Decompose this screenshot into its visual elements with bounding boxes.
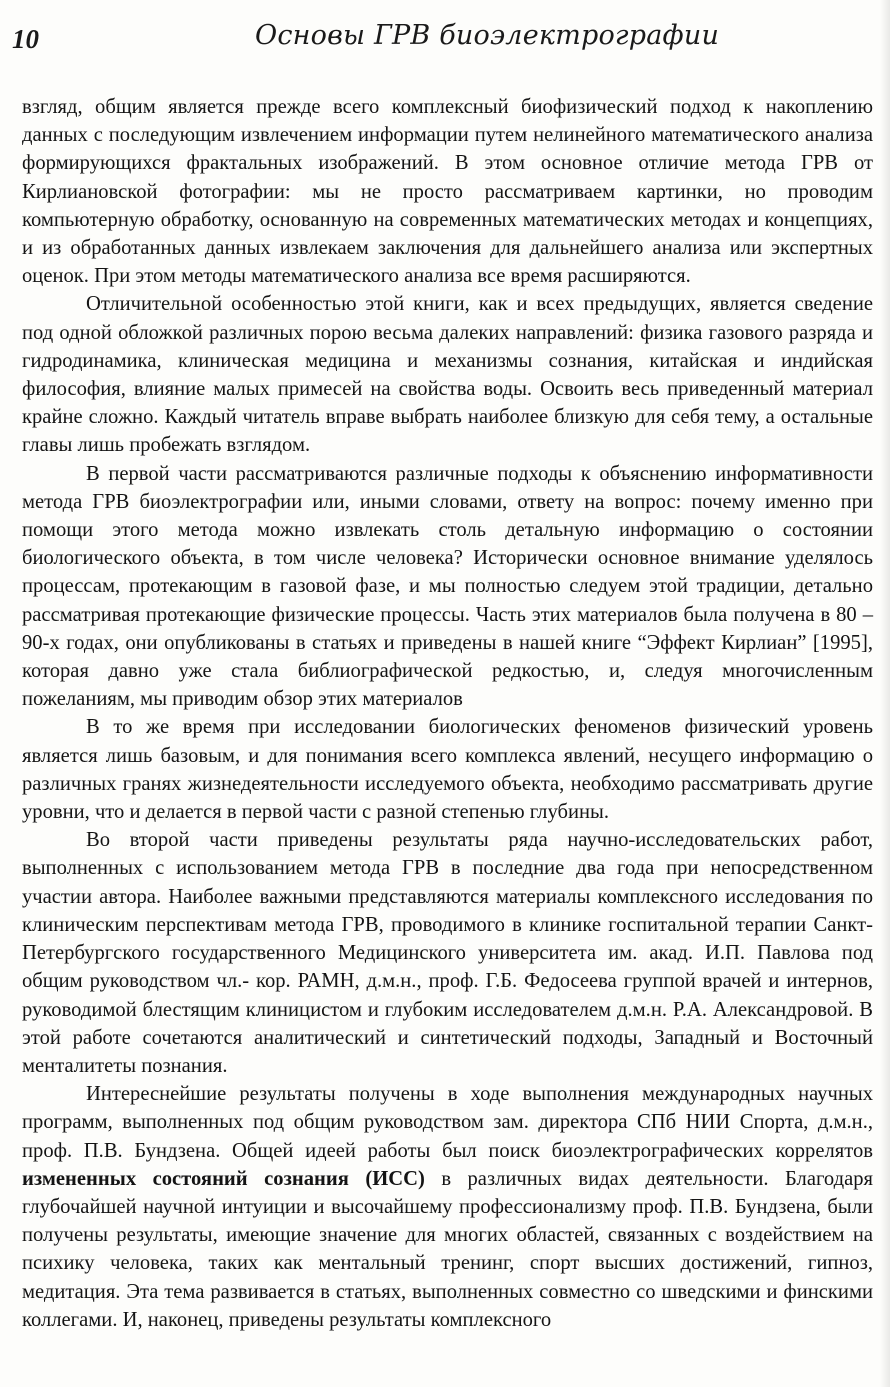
bold-term-iss: измененных состояний сознания (ИСС) [22, 1167, 425, 1190]
paragraph: Отличительной особенностью этой книги, как и всех предыдущих, является сведение под одной обложкой различных порою весьма далеких направлений: физика газового разряда и гидродинамика, клиническая медицина и механизмы сознания, китайская и индийская философия, влияние малых примесей на свойства воды. Освоить весь приведенный материал крайне сложно. Каждый читатель вправе выбрать наиболее близкую для себя тему, а остальные главы лишь пробежать взглядом. [22, 293, 873, 457]
running-title: Основы ГРВ биоэлектрографии [255, 20, 720, 51]
page-header [0, 14, 890, 54]
paragraph [22, 1080, 873, 1334]
paragraph-text-after: в различных видах деятельности. Благодаря глубочайшей научной интуиции и высочайшему профессионализму проф. П.В. Бундзена, были получены результаты, имеющие значение для многих областей, связанных с воздействием на психику человека, таких как ментальный тренинг, спорт высших достижений, гипноз, медитация. Эта тема развивается в статьях, выполненных совместно со шведскими и финскими коллегами. И, наконец, приведены результаты комплексного [22, 1167, 873, 1331]
body-text [22, 93, 873, 1334]
paragraph: В то же время при исследовании биологических феноменов физический уровень является лишь базовым, и для понимания всего комплекса явлений, несущего информацию о различных гранях жизнедеятельности исследуемого объекта, необходимо рассматривать другие уровни, что и делается в первой части с разной степенью глубины. [22, 716, 873, 824]
paragraph: В первой части рассматриваются различные подходы к объяснению информативности метода ГРВ биоэлектрографии или, иными словами, ответу на вопрос: почему именно при помощи этого метода можно извлекать столь детальную информацию о состоянии биологического объекта, в том числе человека? Исторически основное внимание уделялось процессам, протекающим в газовой фазе, и мы полностью следуем этой традиции, детально рассматривая протекающие физические процессы. Часть этих материалов была получена в 80 – 90-х годах, они опубликованы в статьях и приведены в нашей книге “Эффект Кирлиан” [1995], которая давно уже стала библиографической редкостью, и, следуя многочисленным пожеланиям, мы приводим обзор этих материалов [22, 462, 873, 711]
page-number: 10 [12, 24, 39, 54]
scan-edge-shadow [880, 0, 890, 1387]
paragraph-text-before: Интереснейшие результаты получены в ходе выполнения международных научных программ, выполненных под общим руководством зам. директора СПб НИИ Спорта, д.м.н., проф. П.В. Бундзена. Общей идеей работы был поиск биоэлектрографических коррелятов [22, 1083, 873, 1162]
paragraph: Во второй части приведены результаты ряда научно-исследовательских работ, выполненных с использованием метода ГРВ в последние два года при непосредственном участии автора. Наиболее важными представляются материалы комплексного исследования по клиническим перспективам метода ГРВ, проводимого в клинике госпитальной терапии Санкт-Петербургского государственного Медицинского университета им. акад. И.П. Павлова под общим руководством чл.- кор. РАМН, д.м.н., проф. Г.Б. Федосеева группой врачей и интернов, руководимой блестящим клиницистом и глубоким исследователем д.м.н. Р.А. Александровой. В этой работе сочетаются аналитический и синтетический подходы, Западный и Восточный менталитеты познания. [22, 829, 873, 1077]
paragraph: взгляд, общим является прежде всего комплексный биофизический подход к накоплению данных с последующим извлечением информации путем нелинейного математического анализа формирующихся фрактальных изображений. В этом основное отличие метода ГРВ от Кирлиановской фотографии: мы не просто рассматриваем картинки, но проводим компьютерную обработку, основанную на современных математических методах и концепциях, и из обработанных данных извлекаем заключения для дальнейшего анализа или экспертных оценок. При этом методы математического анализа все время расширяются. [22, 96, 873, 288]
